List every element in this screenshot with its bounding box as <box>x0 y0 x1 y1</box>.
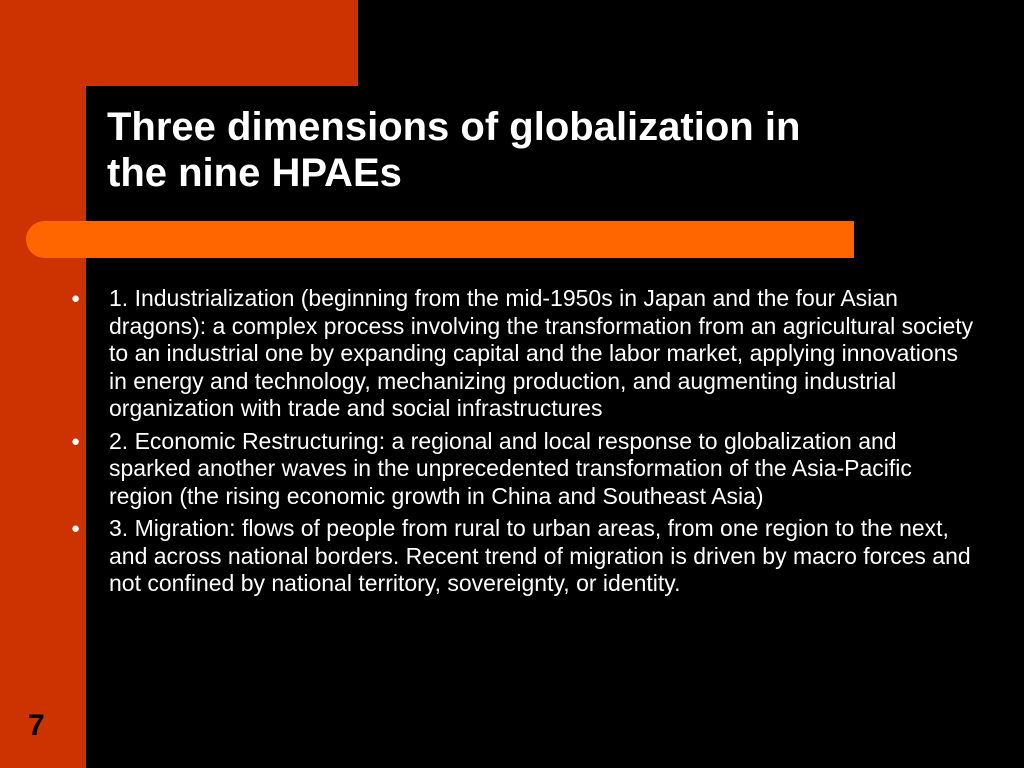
bullet-text: 3. Migration: flows of people from rural to urban areas, from one region to the next, and across national borders. Recent trend of migration is driven by macro forces and not confined by national territory, sovereignty, or identity. <box>109 515 971 596</box>
title-underline-bar <box>26 221 854 258</box>
bullet-item-industrialization <box>70 285 980 423</box>
slide-title <box>107 104 987 196</box>
bullet-item-economic-restructuring <box>70 428 980 511</box>
accent-top-block <box>0 0 358 86</box>
bullet-dot-icon: ● <box>71 432 81 450</box>
bullet-text: 1. Industrialization (beginning from the mid-1950s in Japan and the four Asian dragons): a complex process involving the transformation from an agricultural society to an industrial one by expanding capital and the labor market, applying innovations in energy and technology, mechanizing production, and augmenting industrial organization with trade and social infrastructures <box>109 285 974 421</box>
slide-title-line1: Three dimensions of globalization in <box>107 105 801 149</box>
slide-title-line2: the nine HPAEs <box>107 151 402 195</box>
bullet-dot-icon: ● <box>71 520 81 537</box>
bullet-list <box>70 285 980 603</box>
page-number: 7 <box>28 709 45 742</box>
bullet-text: 2. Economic Restructuring: a regional and local response to globalization and sparked another waves in the unprecedented transformation of the Asia-Pacific region (the rising economic growth in China and Southeast Asia) <box>109 427 912 509</box>
bullet-item-migration <box>70 515 980 598</box>
bullet-dot-icon: ● <box>71 290 81 307</box>
